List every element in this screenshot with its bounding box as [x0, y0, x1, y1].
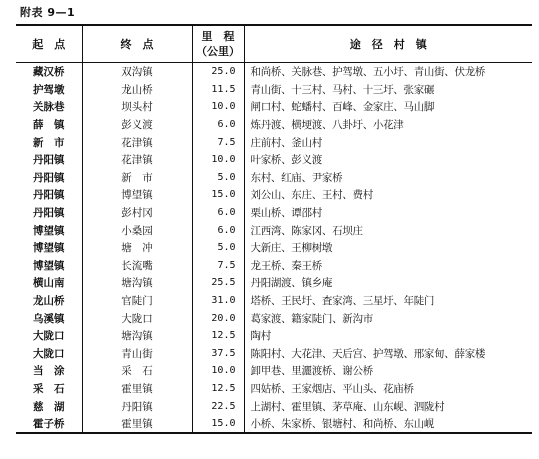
via-cell: 江西湾、陈家冈、石坝庄 [244, 221, 532, 239]
table-row [16, 133, 532, 151]
start-cell: 博望镇 [33, 224, 65, 237]
end-cell: 花津镇 [82, 133, 192, 151]
table-row [16, 274, 532, 292]
via-cell: 炼丹渡、横埂渡、八卦圩、小花津 [244, 116, 532, 134]
distance-cell: 25.5 [192, 274, 244, 292]
end-cell: 彭义渡 [82, 116, 192, 134]
start-cell: 护驾墩 [33, 83, 65, 96]
start-cell: 新 市 [33, 136, 65, 149]
distance-cell: 10.0 [192, 98, 244, 116]
via-cell: 庄前村、釜山村 [244, 133, 532, 151]
header-via: 途 径 村 镇 [244, 25, 532, 63]
start-cell: 关脉巷 [33, 101, 65, 114]
distance-cell: 6.0 [192, 116, 244, 134]
table-row [16, 327, 532, 345]
table-body [16, 63, 532, 434]
start-cell: 当 涂 [33, 365, 65, 378]
via-cell: 青山街、十三村、马村、十三圩、张家碾 [244, 81, 532, 99]
end-cell: 官陡门 [82, 292, 192, 310]
end-cell: 博望镇 [82, 186, 192, 204]
start-cell: 大陇口 [33, 330, 65, 343]
via-cell: 卸甲巷、里灑渡桥、谢公桥 [244, 362, 532, 380]
table-row [16, 116, 532, 134]
table-row [16, 169, 532, 187]
via-cell: 上湖村、霍里镇、茅草庵、山东岘、泗陇村 [244, 397, 532, 415]
start-cell: 丹阳镇 [33, 189, 65, 202]
header-row [16, 25, 532, 63]
start-cell: 藏汉桥 [33, 66, 65, 79]
via-cell: 塔桥、王民圩、査家湾、三星圩、年陡门 [244, 292, 532, 310]
start-cell: 慈 湖 [33, 400, 65, 413]
end-cell: 小桑园 [82, 221, 192, 239]
distance-cell: 37.5 [192, 345, 244, 363]
via-cell: 陶村 [244, 327, 532, 345]
distance-cell: 5.0 [192, 169, 244, 187]
table-row [16, 397, 532, 415]
table-row [16, 186, 532, 204]
start-cell: 采 石 [33, 382, 65, 395]
header-distance-line2: （公里） [196, 45, 240, 58]
via-cell: 叶家桥、彭义渡 [244, 151, 532, 169]
start-cell: 博望镇 [33, 242, 65, 255]
start-cell: 霍子桥 [33, 418, 65, 431]
distance-cell: 12.5 [192, 327, 244, 345]
distance-cell: 15.0 [192, 415, 244, 434]
route-table [16, 24, 532, 434]
end-cell: 塘 冲 [82, 239, 192, 257]
table-caption: 附表 9—1 [20, 6, 76, 19]
end-cell: 花津镇 [82, 151, 192, 169]
distance-cell: 25.0 [192, 63, 244, 81]
table-row [16, 362, 532, 380]
via-cell: 东村、红庙、尹家桥 [244, 169, 532, 187]
end-cell: 塘沟镇 [82, 327, 192, 345]
end-cell: 采 石 [82, 362, 192, 380]
end-cell: 大陇口 [82, 309, 192, 327]
table-row [16, 221, 532, 239]
start-cell: 大陇口 [33, 347, 65, 360]
distance-cell: 10.0 [192, 151, 244, 169]
distance-cell: 20.0 [192, 309, 244, 327]
distance-cell: 6.0 [192, 204, 244, 222]
via-cell: 丹阳湖渡、镇乡庵 [244, 274, 532, 292]
table-row [16, 380, 532, 398]
start-cell: 乌溪镇 [33, 312, 65, 325]
via-cell: 栗山桥、谭邵村 [244, 204, 532, 222]
end-cell: 青山街 [82, 345, 192, 363]
table-row [16, 98, 532, 116]
end-cell: 双沟镇 [82, 63, 192, 81]
table-row [16, 239, 532, 257]
distance-cell: 5.0 [192, 239, 244, 257]
header-distance-line1: 里 程 [201, 30, 235, 43]
distance-cell: 12.5 [192, 380, 244, 398]
distance-cell: 31.0 [192, 292, 244, 310]
header-distance [192, 25, 244, 63]
end-cell: 霍里镇 [82, 380, 192, 398]
distance-cell: 22.5 [192, 397, 244, 415]
end-cell: 彭村冈 [82, 204, 192, 222]
table-header [16, 25, 532, 63]
start-cell: 龙山桥 [33, 295, 65, 308]
end-cell: 新 市 [82, 169, 192, 187]
table-row [16, 257, 532, 275]
distance-cell: 6.0 [192, 221, 244, 239]
via-cell: 小桥、朱家桥、银塘村、和尚桥、东山岘 [244, 415, 532, 434]
table-row [16, 151, 532, 169]
table-row [16, 81, 532, 99]
end-cell: 长流嘴 [82, 257, 192, 275]
table-row [16, 292, 532, 310]
distance-cell: 7.5 [192, 133, 244, 151]
via-cell: 陈阳村、大花津、天后宫、护驾墩、邢家甸、薛家楼 [244, 345, 532, 363]
header-start: 起 点 [32, 38, 66, 51]
distance-cell: 10.0 [192, 362, 244, 380]
start-cell: 博望镇 [33, 259, 65, 272]
start-cell: 丹阳镇 [33, 171, 65, 184]
via-cell: 闸口村、蛇蟠村、百峰、金家庄、马山脚 [244, 98, 532, 116]
via-cell: 龙王桥、秦王桥 [244, 257, 532, 275]
table-row [16, 309, 532, 327]
start-cell: 丹阳镇 [33, 207, 65, 220]
table-row [16, 204, 532, 222]
start-cell: 横山南 [33, 277, 65, 290]
distance-cell: 7.5 [192, 257, 244, 275]
start-cell: 薛 镇 [33, 119, 65, 132]
end-cell: 霍里镇 [82, 415, 192, 434]
via-cell: 和尚桥、关脉巷、护驾墩、五小圩、青山街、伏龙桥 [244, 63, 532, 81]
via-cell: 葛家渡、籍家陡门、新沟市 [244, 309, 532, 327]
end-cell: 坝头村 [82, 98, 192, 116]
via-cell: 大新庄、王柳树墩 [244, 239, 532, 257]
start-cell: 丹阳镇 [33, 154, 65, 167]
end-cell: 塘沟镇 [82, 274, 192, 292]
distance-cell: 11.5 [192, 81, 244, 99]
header-end: 终 点 [82, 25, 192, 63]
end-cell: 丹阳镇 [82, 397, 192, 415]
table-row [16, 415, 532, 434]
end-cell: 龙山桥 [82, 81, 192, 99]
table-row [16, 63, 532, 81]
distance-cell: 15.0 [192, 186, 244, 204]
table-row [16, 345, 532, 363]
via-cell: 刘公山、东庄、王村、费村 [244, 186, 532, 204]
via-cell: 四姑桥、王家烟店、平山头、花庙桥 [244, 380, 532, 398]
